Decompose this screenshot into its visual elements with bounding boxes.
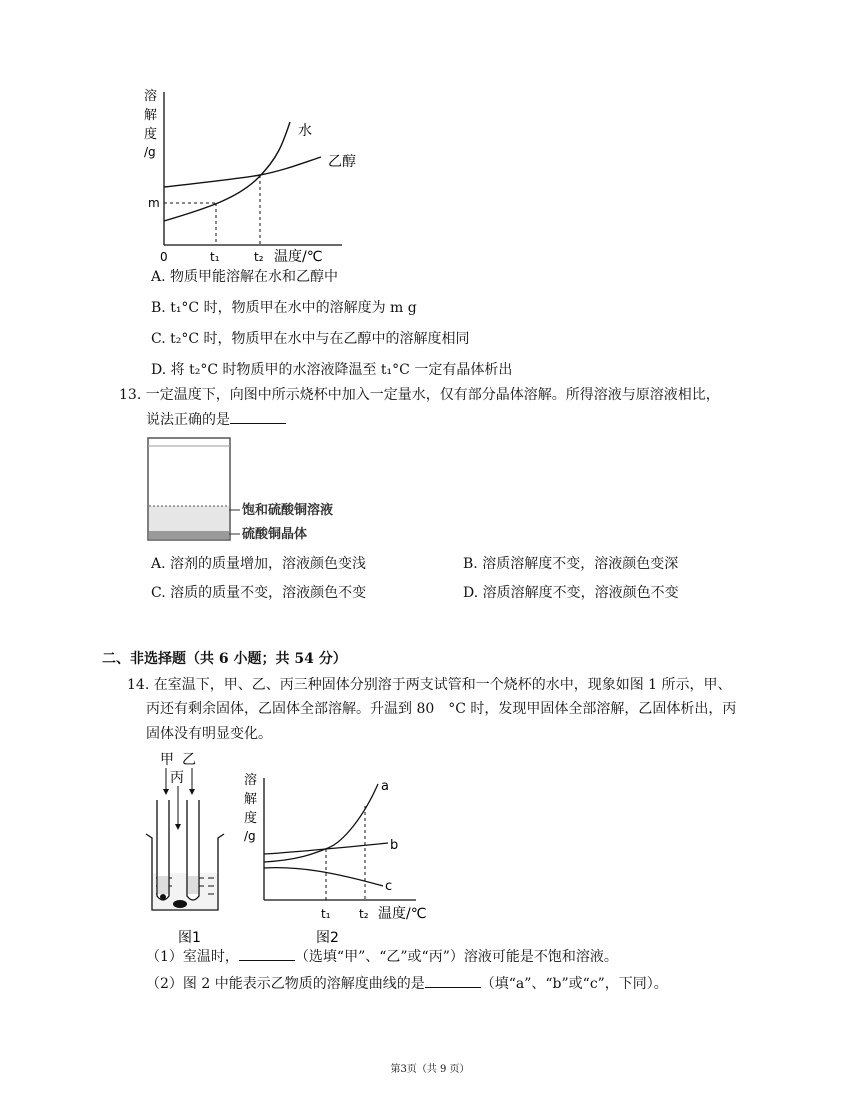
curve-a (264, 784, 378, 862)
section-2-title: 二、非选择题（共 6 小题；共 54 分） (102, 651, 347, 667)
fig2-y-label-4: /g (244, 829, 256, 843)
ethanol-label: 乙醇 (328, 154, 356, 170)
water-label: 水 (298, 123, 312, 139)
q14-sub2-prefix: （2）图 2 中能表示乙物质的溶解度曲线的是 (146, 976, 425, 992)
label-yi: 乙 (182, 752, 196, 768)
arrow-yi-head (189, 789, 195, 795)
q12-option-d: D. 将 t₂°C 时物质甲的水溶液降温至 t₁°C 一定有晶体析出 (151, 362, 513, 378)
q13-stem-text: 说法正确的是 (146, 412, 230, 428)
beaker-bing-solid (173, 900, 187, 908)
q13-option-b: B. 溶质溶解度不变，溶液颜色变深 (463, 556, 679, 572)
q13-option-d: D. 溶质溶解度不变，溶液颜色不变 (463, 585, 679, 601)
q14-sub2-suffix: （填“a”、“b”或“c”，下同）。 (480, 976, 668, 992)
q13-stem-line2 (146, 408, 286, 432)
q13-answer-blank (230, 411, 286, 424)
fig2-x-label: 温度/℃ (378, 906, 427, 922)
q14-sub2 (146, 972, 668, 996)
crystal-label: 硫酸铜晶体 (242, 527, 308, 542)
curve-c (264, 868, 383, 886)
solution-layer (149, 506, 229, 531)
tube-jia-solid (160, 894, 166, 900)
q14-sub1-suffix: （选填“甲”、“乙”或“丙”）溶液可能是不饱和溶液。 (294, 949, 618, 965)
solution-label: 饱和硫酸铜溶液 (242, 503, 334, 518)
q14-sub1 (146, 945, 618, 969)
label-jia: 甲 (160, 752, 174, 768)
fig2-t1-label: t₁ (321, 907, 331, 921)
tube-jia-solution (158, 876, 168, 894)
q12-option-a: A. 物质甲能溶解在水和乙醇中 (151, 269, 339, 285)
fig2-y-label-1: 溶 (244, 773, 258, 788)
arrow-bing-head (175, 824, 181, 830)
q13-option-a: A. 溶剂的质量增加，溶液颜色变浅 (151, 556, 367, 572)
q12-option-b: B. t₁°C 时，物质甲在水中的溶解度为 m g (151, 300, 417, 316)
crystal-layer (149, 531, 229, 539)
q14-stem-line1: 14. 在室温下，甲、乙、丙三种固体分别溶于两支试管和一个烧杯的水中，现象如图 1 所示，甲、 (127, 677, 732, 693)
q14-sub2-blank (425, 975, 481, 988)
t1-label: t₁ (210, 250, 220, 264)
arrow-jia-head (163, 789, 169, 795)
curve-b (264, 843, 388, 854)
t2-label: t₂ (254, 250, 264, 264)
curve-b-label: b (390, 838, 399, 853)
q14-stem-line3: 固体没有明显变化。 (146, 726, 272, 742)
fig2-y-label-3: 度 (244, 811, 258, 826)
fig2-t2-label: t₂ (359, 907, 369, 921)
curve-c-label: c (385, 879, 393, 894)
tube-yi-solution (188, 876, 198, 894)
figure-2-solubility-graph (238, 768, 438, 948)
fig1-caption: 图1 (178, 930, 201, 946)
origin-label: 0 (160, 250, 168, 264)
page-footer: 第3页（共 9 页） (390, 1064, 470, 1075)
y-label-2: 解 (144, 108, 158, 123)
fig2-y-label-2: 解 (244, 792, 258, 807)
fig2-caption: 图2 (316, 930, 339, 946)
ethanol-curve (164, 157, 321, 187)
beaker-figure (140, 434, 360, 549)
q13-stem-line1: 13. 一定温度下，向图中所示烧杯中加入一定量水，仅有部分晶体溶解。所得溶液与原溶液相比， (119, 387, 720, 403)
q14-sub1-prefix: （1）室温时， (146, 949, 239, 965)
y-label-1: 溶 (144, 89, 158, 104)
q13-option-c: C. 溶质的质量不变，溶液颜色不变 (151, 585, 367, 601)
q14-stem-line2: 丙还有剩余固体，乙固体全部溶解。升温到 80 °C 时，发现甲固体全部溶解，乙固体析出，丙 (146, 701, 737, 717)
q12-option-c: C. t₂°C 时，物质甲在水中与在乙醇中的溶解度相同 (151, 331, 470, 347)
label-bing: 丙 (170, 770, 184, 786)
y-label-4: /g (144, 145, 156, 159)
figure-1-test-tubes (132, 748, 232, 948)
q14-sub1-blank (239, 948, 295, 961)
m-label: m (148, 196, 160, 210)
solubility-graph-q12 (138, 78, 368, 268)
water-curve (164, 122, 290, 221)
curve-a-label: a (381, 779, 389, 794)
x-label: 温度/℃ (274, 249, 323, 265)
y-label-3: 度 (144, 127, 158, 142)
